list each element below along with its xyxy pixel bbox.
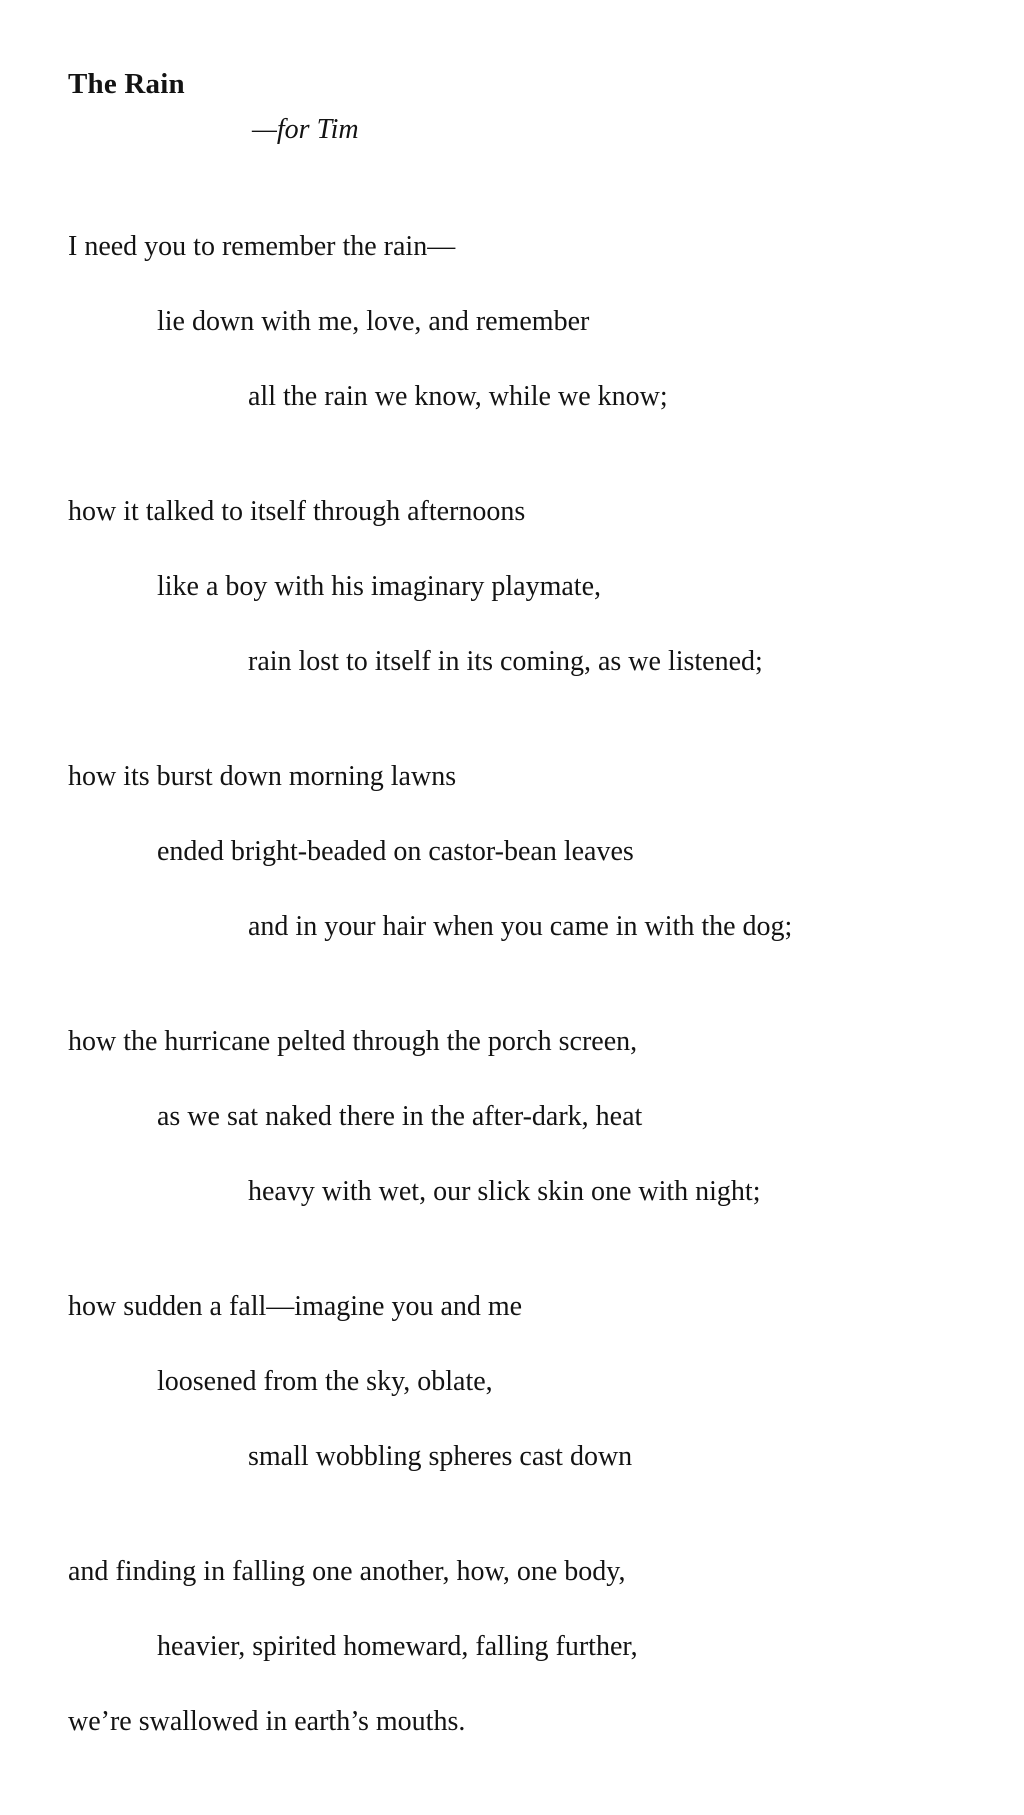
poem-line: like a boy with his imaginary playmate, [157,571,602,602]
poem-line: I need you to remember the rain— [68,231,456,262]
poem-line: all the rain we know, while we know; [248,381,668,412]
poem-line: ended bright-beaded on castor-bean leaves [157,836,634,867]
poem-line: how its burst down morning lawns [68,761,457,792]
poem-line: heavier, spirited homeward, falling further, [157,1631,638,1662]
poem-line: rain lost to itself in its coming, as we listened; [248,646,763,677]
stanza [68,474,984,699]
poem-line: lie down with me, love, and remember [157,306,590,337]
poem-line: how the hurricane pelted through the porch screen, [68,1026,638,1057]
poem-line: we’re swallowed in earth’s mouths. [68,1706,466,1737]
poem-line: and finding in falling one another, how, one body, [68,1556,626,1587]
poem-title: The Rain [68,68,185,100]
poem-line: and in your hair when you came in with the dog; [248,911,793,942]
poem-line: small wobbling spheres cast down [248,1441,633,1472]
poem-line: how it talked to itself through afternoons [68,496,526,527]
poem-line: loosened from the sky, oblate, [157,1366,493,1397]
stanza [68,1004,984,1229]
poem-line: as we sat naked there in the after-dark, heat [157,1101,643,1132]
stanza [68,1269,984,1494]
poem-body [68,209,984,1759]
poem-dedication: —for Tim [252,114,359,145]
stanza [68,209,984,434]
poem-line: how sudden a fall—imagine you and me [68,1291,523,1322]
poem-line: heavy with wet, our slick skin one with night; [248,1176,761,1207]
stanza [68,739,984,964]
stanza [68,1534,984,1759]
